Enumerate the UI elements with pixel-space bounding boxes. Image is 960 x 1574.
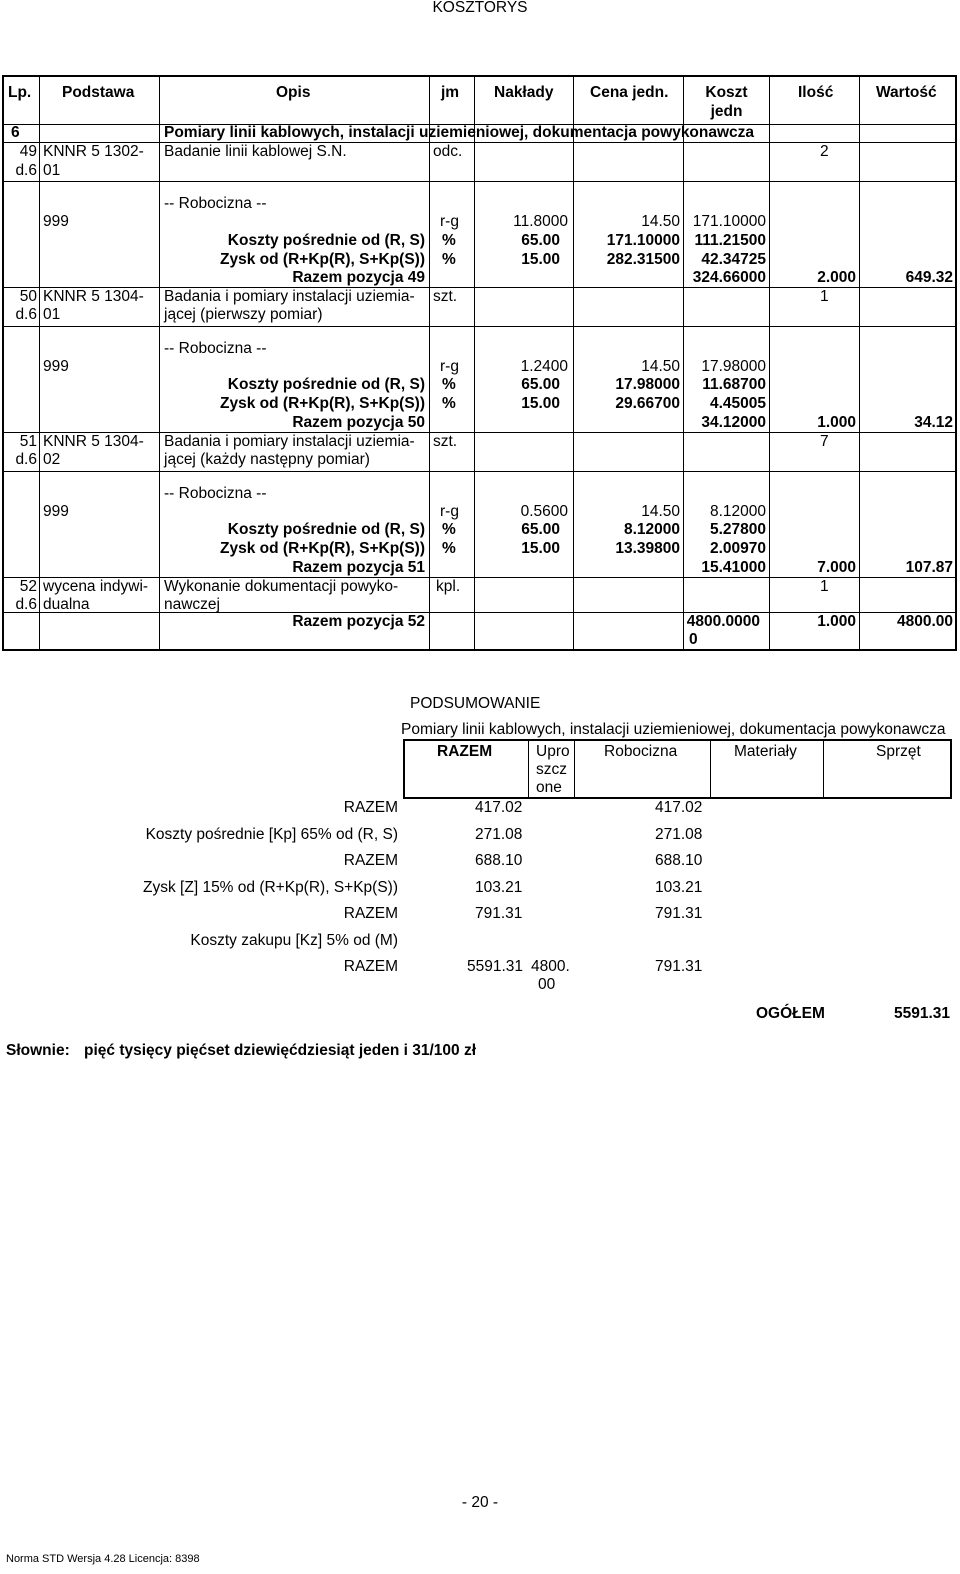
razem-pozycja-koszt: 4800.0000 (686, 613, 760, 630)
razem-pozycja-label: Razem pozycja 49 (292, 269, 425, 286)
zysk-label: Zysk od (R+Kp(R), S+Kp(S)) (220, 540, 425, 557)
summary-subtitle: Pomiary linii kablowych, instalacji uziemieniowej, dokumentacja powykonawcza (401, 721, 946, 738)
col-header-koszt: Koszt (705, 84, 748, 101)
item-opis-line2: jącej (pierwszy pomiar) (164, 306, 323, 323)
item-podstawa-sub: dualna (43, 596, 90, 613)
item-jm: szt. (433, 433, 458, 450)
item-lp: 50 (19, 288, 37, 305)
resource-koszt: 8.12000 (709, 503, 766, 520)
summary-row-uproszczone: 4800. (531, 958, 570, 975)
item-podstawa: wycena indywi- (43, 578, 149, 595)
item-podstawa-sub: 01 (43, 306, 61, 323)
koszty-posrednie-rate: 65.00 (521, 521, 560, 538)
summary-row-label: RAZEM (343, 905, 398, 922)
zysk-pct: % (442, 395, 456, 412)
item-jm: kpl. (436, 578, 461, 595)
razem-pozycja-ilosc: 2.000 (817, 269, 856, 286)
zysk-base: 282.31500 (606, 251, 680, 268)
resource-unit: r-g (440, 503, 459, 520)
item-podstawa-sub: 02 (43, 451, 61, 468)
item-lp: 51 (19, 433, 37, 450)
resource-koszt: 17.98000 (701, 358, 766, 375)
summary-row-label: Koszty pośrednie [Kp] 65% od (R, S) (145, 826, 398, 843)
item-podstawa: KNNR 5 1302- (43, 143, 144, 160)
summary-row-uproszczone-cont: 00 (538, 976, 556, 993)
koszty-posrednie-base: 171.10000 (606, 232, 680, 249)
section-number: 6 (11, 124, 20, 141)
razem-pozycja-wartosc: 649.32 (905, 269, 953, 286)
koszty-posrednie-base: 17.98000 (615, 376, 680, 393)
item-podstawa: KNNR 5 1304- (43, 433, 144, 450)
summary-col-razem: RAZEM (437, 743, 493, 760)
col-header-podstawa: Podstawa (62, 84, 135, 101)
zysk-rate: 15.00 (521, 540, 560, 557)
resource-cena: 14.50 (641, 503, 680, 520)
summary-row-robocizna: 103.21 (655, 879, 703, 896)
zysk-value: 42.34725 (701, 251, 766, 268)
page-number: - 20 - (461, 1494, 499, 1511)
item-lp: 52 (19, 578, 37, 595)
koszty-posrednie-pct: % (442, 232, 456, 249)
summary-col-uproszczone: Upro (536, 743, 570, 760)
summary-col-materialy: Materiały (734, 743, 797, 760)
koszty-posrednie-value: 111.21500 (694, 232, 766, 249)
resource-unit: r-g (440, 213, 459, 230)
koszty-posrednie-value: 5.27800 (709, 521, 766, 538)
page-title: KOSZTORYS (432, 0, 528, 16)
summary-row-robocizna: 688.10 (655, 852, 703, 869)
summary-row-razem: 417.02 (475, 799, 523, 816)
item-opis: Badanie linii kablowej S.N. (164, 143, 347, 160)
resource-koszt: 171.10000 (692, 213, 766, 230)
razem-pozycja-koszt: 15.41000 (701, 559, 766, 576)
item-ilosc: 2 (820, 143, 829, 160)
item-opis: Wykonanie dokumentacji powyko- (164, 578, 399, 595)
item-ilosc: 7 (820, 433, 829, 450)
koszty-posrednie-pct: % (442, 521, 456, 538)
zysk-rate: 15.00 (521, 251, 560, 268)
col-header-jm: jm (441, 84, 460, 101)
resource-cena: 14.50 (641, 358, 680, 375)
item-jm: szt. (433, 288, 458, 305)
col-header-wartosc: Wartość (876, 84, 937, 101)
razem-pozycja-koszt-cont: 0 (689, 631, 698, 648)
koszty-posrednie-label: Koszty pośrednie od (R, S) (227, 376, 425, 393)
section-title: Pomiary linii kablowych, instalacji uziemieniowej, dokumentacja powykonawcza (164, 124, 755, 141)
item-lp-suffix: d.6 (15, 596, 37, 613)
zysk-pct: % (442, 540, 456, 557)
slownie-value: pięć tysięcy pięćset dziewięćdziesiąt jeden i 31/100 zł (84, 1042, 477, 1059)
item-lp-suffix: d.6 (15, 306, 37, 323)
summary-col-uproszczone-2: szcz (536, 761, 567, 778)
ogolem-label: OGÓŁEM (756, 1005, 825, 1022)
item-ilosc: 1 (820, 578, 829, 595)
resource-naklady: 1.2400 (520, 358, 568, 375)
robocizna-label: -- Robocizna -- (164, 485, 267, 502)
razem-pozycja-wartosc: 4800.00 (896, 613, 953, 630)
koszty-posrednie-pct: % (442, 376, 456, 393)
koszty-posrednie-rate: 65.00 (521, 232, 560, 249)
ogolem-value: 5591.31 (893, 1005, 950, 1022)
robocizna-label: -- Robocizna -- (164, 340, 267, 357)
koszty-posrednie-label: Koszty pośrednie od (R, S) (227, 232, 425, 249)
col-header-ilosc: Ilość (798, 84, 834, 101)
col-header-lp: Lp. (8, 84, 32, 101)
resource-code: 999 (43, 213, 69, 230)
koszty-posrednie-rate: 65.00 (521, 376, 560, 393)
resource-unit: r-g (440, 358, 459, 375)
summary-row-razem: 688.10 (475, 852, 523, 869)
summary-row-razem: 103.21 (475, 879, 523, 896)
item-podstawa: KNNR 5 1304- (43, 288, 144, 305)
summary-col-uproszczone-3: one (536, 779, 562, 796)
item-opis-line2: jącej (każdy następny pomiar) (164, 451, 370, 468)
col-header-naklady: Nakłady (494, 84, 554, 101)
koszty-posrednie-label: Koszty pośrednie od (R, S) (227, 521, 425, 538)
summary-row-label: RAZEM (343, 958, 398, 975)
zysk-pct: % (442, 251, 456, 268)
robocizna-label: -- Robocizna -- (164, 195, 267, 212)
item-lp: 49 (19, 143, 37, 160)
razem-pozycja-label: Razem pozycja 51 (292, 559, 425, 576)
footer-note: Norma STD Wersja 4.28 Licencja: 8398 (6, 1553, 200, 1565)
summary-row-robocizna: 271.08 (655, 826, 703, 843)
summary-col-sprzet: Sprzęt (876, 743, 921, 760)
summary-row-razem: 5591.31 (467, 958, 524, 975)
razem-pozycja-label: Razem pozycja 50 (292, 414, 425, 431)
resource-cena: 14.50 (641, 213, 680, 230)
summary-row-label: RAZEM (343, 852, 398, 869)
summary-row-robocizna: 791.31 (655, 905, 703, 922)
item-opis-line2: nawczej (164, 596, 220, 613)
zysk-value: 2.00970 (709, 540, 766, 557)
summary-row-robocizna: 417.02 (655, 799, 703, 816)
summary-row-label: Koszty zakupu [Kz] 5% od (M) (190, 932, 398, 949)
col-header-koszt-jedn: jedn (710, 103, 743, 120)
summary-row-razem: 271.08 (475, 826, 523, 843)
summary-col-robocizna: Robocizna (604, 743, 678, 760)
resource-naklady: 0.5600 (520, 503, 568, 520)
razem-pozycja-ilosc: 1.000 (817, 414, 856, 431)
summary-row-label: RAZEM (343, 799, 398, 816)
koszty-posrednie-base: 8.12000 (623, 521, 680, 538)
zysk-label: Zysk od (R+Kp(R), S+Kp(S)) (220, 395, 425, 412)
razem-pozycja-wartosc: 34.12 (914, 414, 953, 431)
slownie-label: Słownie: (6, 1042, 70, 1059)
item-lp-suffix: d.6 (15, 451, 37, 468)
zysk-base: 13.39800 (615, 540, 680, 557)
resource-code: 999 (43, 358, 69, 375)
summary-row-razem: 791.31 (475, 905, 523, 922)
razem-pozycja-wartosc: 107.87 (905, 559, 953, 576)
razem-pozycja-koszt: 34.12000 (701, 414, 766, 431)
zysk-base: 29.66700 (615, 395, 680, 412)
razem-pozycja-ilosc: 1.000 (817, 613, 856, 630)
item-ilosc: 1 (820, 288, 829, 305)
summary-title: PODSUMOWANIE (410, 695, 541, 712)
razem-pozycja-ilosc: 7.000 (817, 559, 856, 576)
item-opis: Badania i pomiary instalacji uziemia- (164, 433, 415, 450)
razem-pozycja-label: Razem pozycja 52 (292, 613, 425, 630)
col-header-opis: Opis (276, 84, 311, 101)
item-lp-suffix: d.6 (15, 162, 37, 179)
item-podstawa-sub: 01 (43, 162, 61, 179)
zysk-label: Zysk od (R+Kp(R), S+Kp(S)) (220, 251, 425, 268)
col-header-cena: Cena jedn. (590, 84, 669, 101)
zysk-rate: 15.00 (521, 395, 560, 412)
razem-pozycja-koszt: 324.66000 (692, 269, 766, 286)
koszty-posrednie-value: 11.68700 (702, 376, 766, 393)
resource-code: 999 (43, 503, 69, 520)
summary-row-label: Zysk [Z] 15% od (R+Kp(R), S+Kp(S)) (143, 879, 398, 896)
zysk-value: 4.45005 (709, 395, 766, 412)
item-jm: odc. (433, 143, 463, 160)
summary-row-robocizna: 791.31 (655, 958, 703, 975)
item-opis: Badania i pomiary instalacji uziemia- (164, 288, 415, 305)
resource-naklady: 11.8000 (513, 213, 568, 230)
